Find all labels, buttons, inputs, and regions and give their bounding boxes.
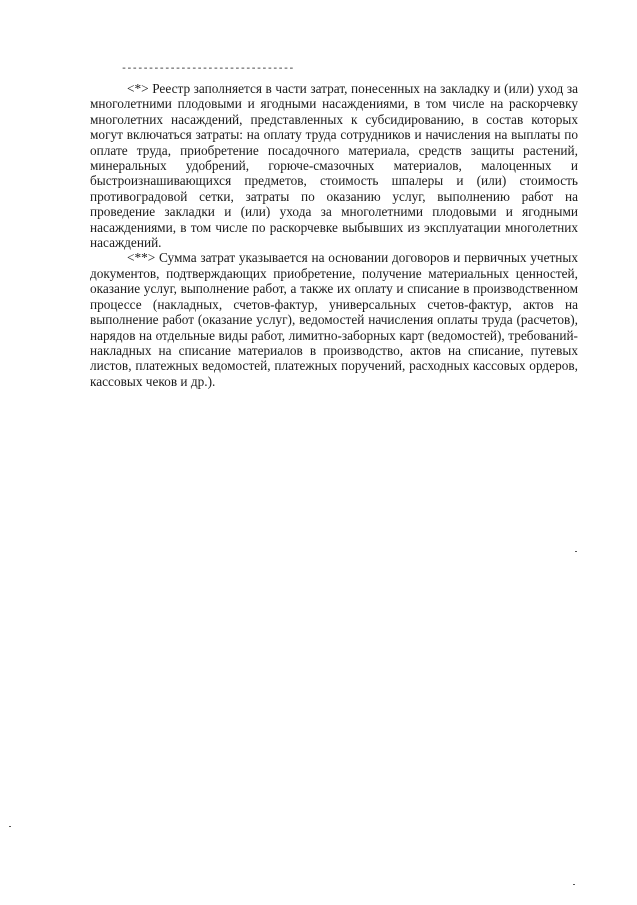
footnote-separator: -------------------------------- — [121, 64, 294, 75]
footnote-2: <**> Сумма затрат указывается на основании договоров и первичных учетных документов, подтверждающих приобретение, получение материальных ценностей, оказание услуг, выполнение работ, а также их оплату и списание в производственном процессе (накладных, счетов-фактур, универсальных счетов-фактур, актов на выполнение работ (оказание услуг), ведомостей начисления оплаты труда (расчетов), нарядов на отдельные виды работ, лимитно-заборных карт (ведомостей), требований-накладных на списание материалов в производство, актов на списание, путевых листов, платежных ведомостей, платежных поручений, расходных кассовых ордеров, кассовых чеков и др.). — [90, 250, 578, 389]
scan-speck — [9, 826, 11, 827]
scan-speck — [575, 551, 577, 552]
footnote-1: <*> Реестр заполняется в части затрат, понесенных на закладку и (или) уход за многолетними плодовыми и ягодными насаждениями, в том числе на раскорчевку многолетних насаждений, представленных к субсидированию, в состав которых могут включаться затраты: на оплату труда сотрудников и начисления на выплаты по оплате труда, приобретение посадочного материала, средств защиты растений, минеральных удобрений, горюче-смазочных материалов, малоценных и быстроизнашивающихся предметов, стоимость шпалеры и (или) стоимость противоградовой сетки, затраты по оказанию услуг, выполнению работ на проведение закладки и (или) ухода за многолетними плодовыми и ягодными насаждениями, в том числе по раскорчевке выбывших из эксплуатации многолетних насаждений. — [90, 81, 578, 251]
footnotes-block — [90, 81, 578, 389]
scan-speck — [573, 884, 575, 885]
